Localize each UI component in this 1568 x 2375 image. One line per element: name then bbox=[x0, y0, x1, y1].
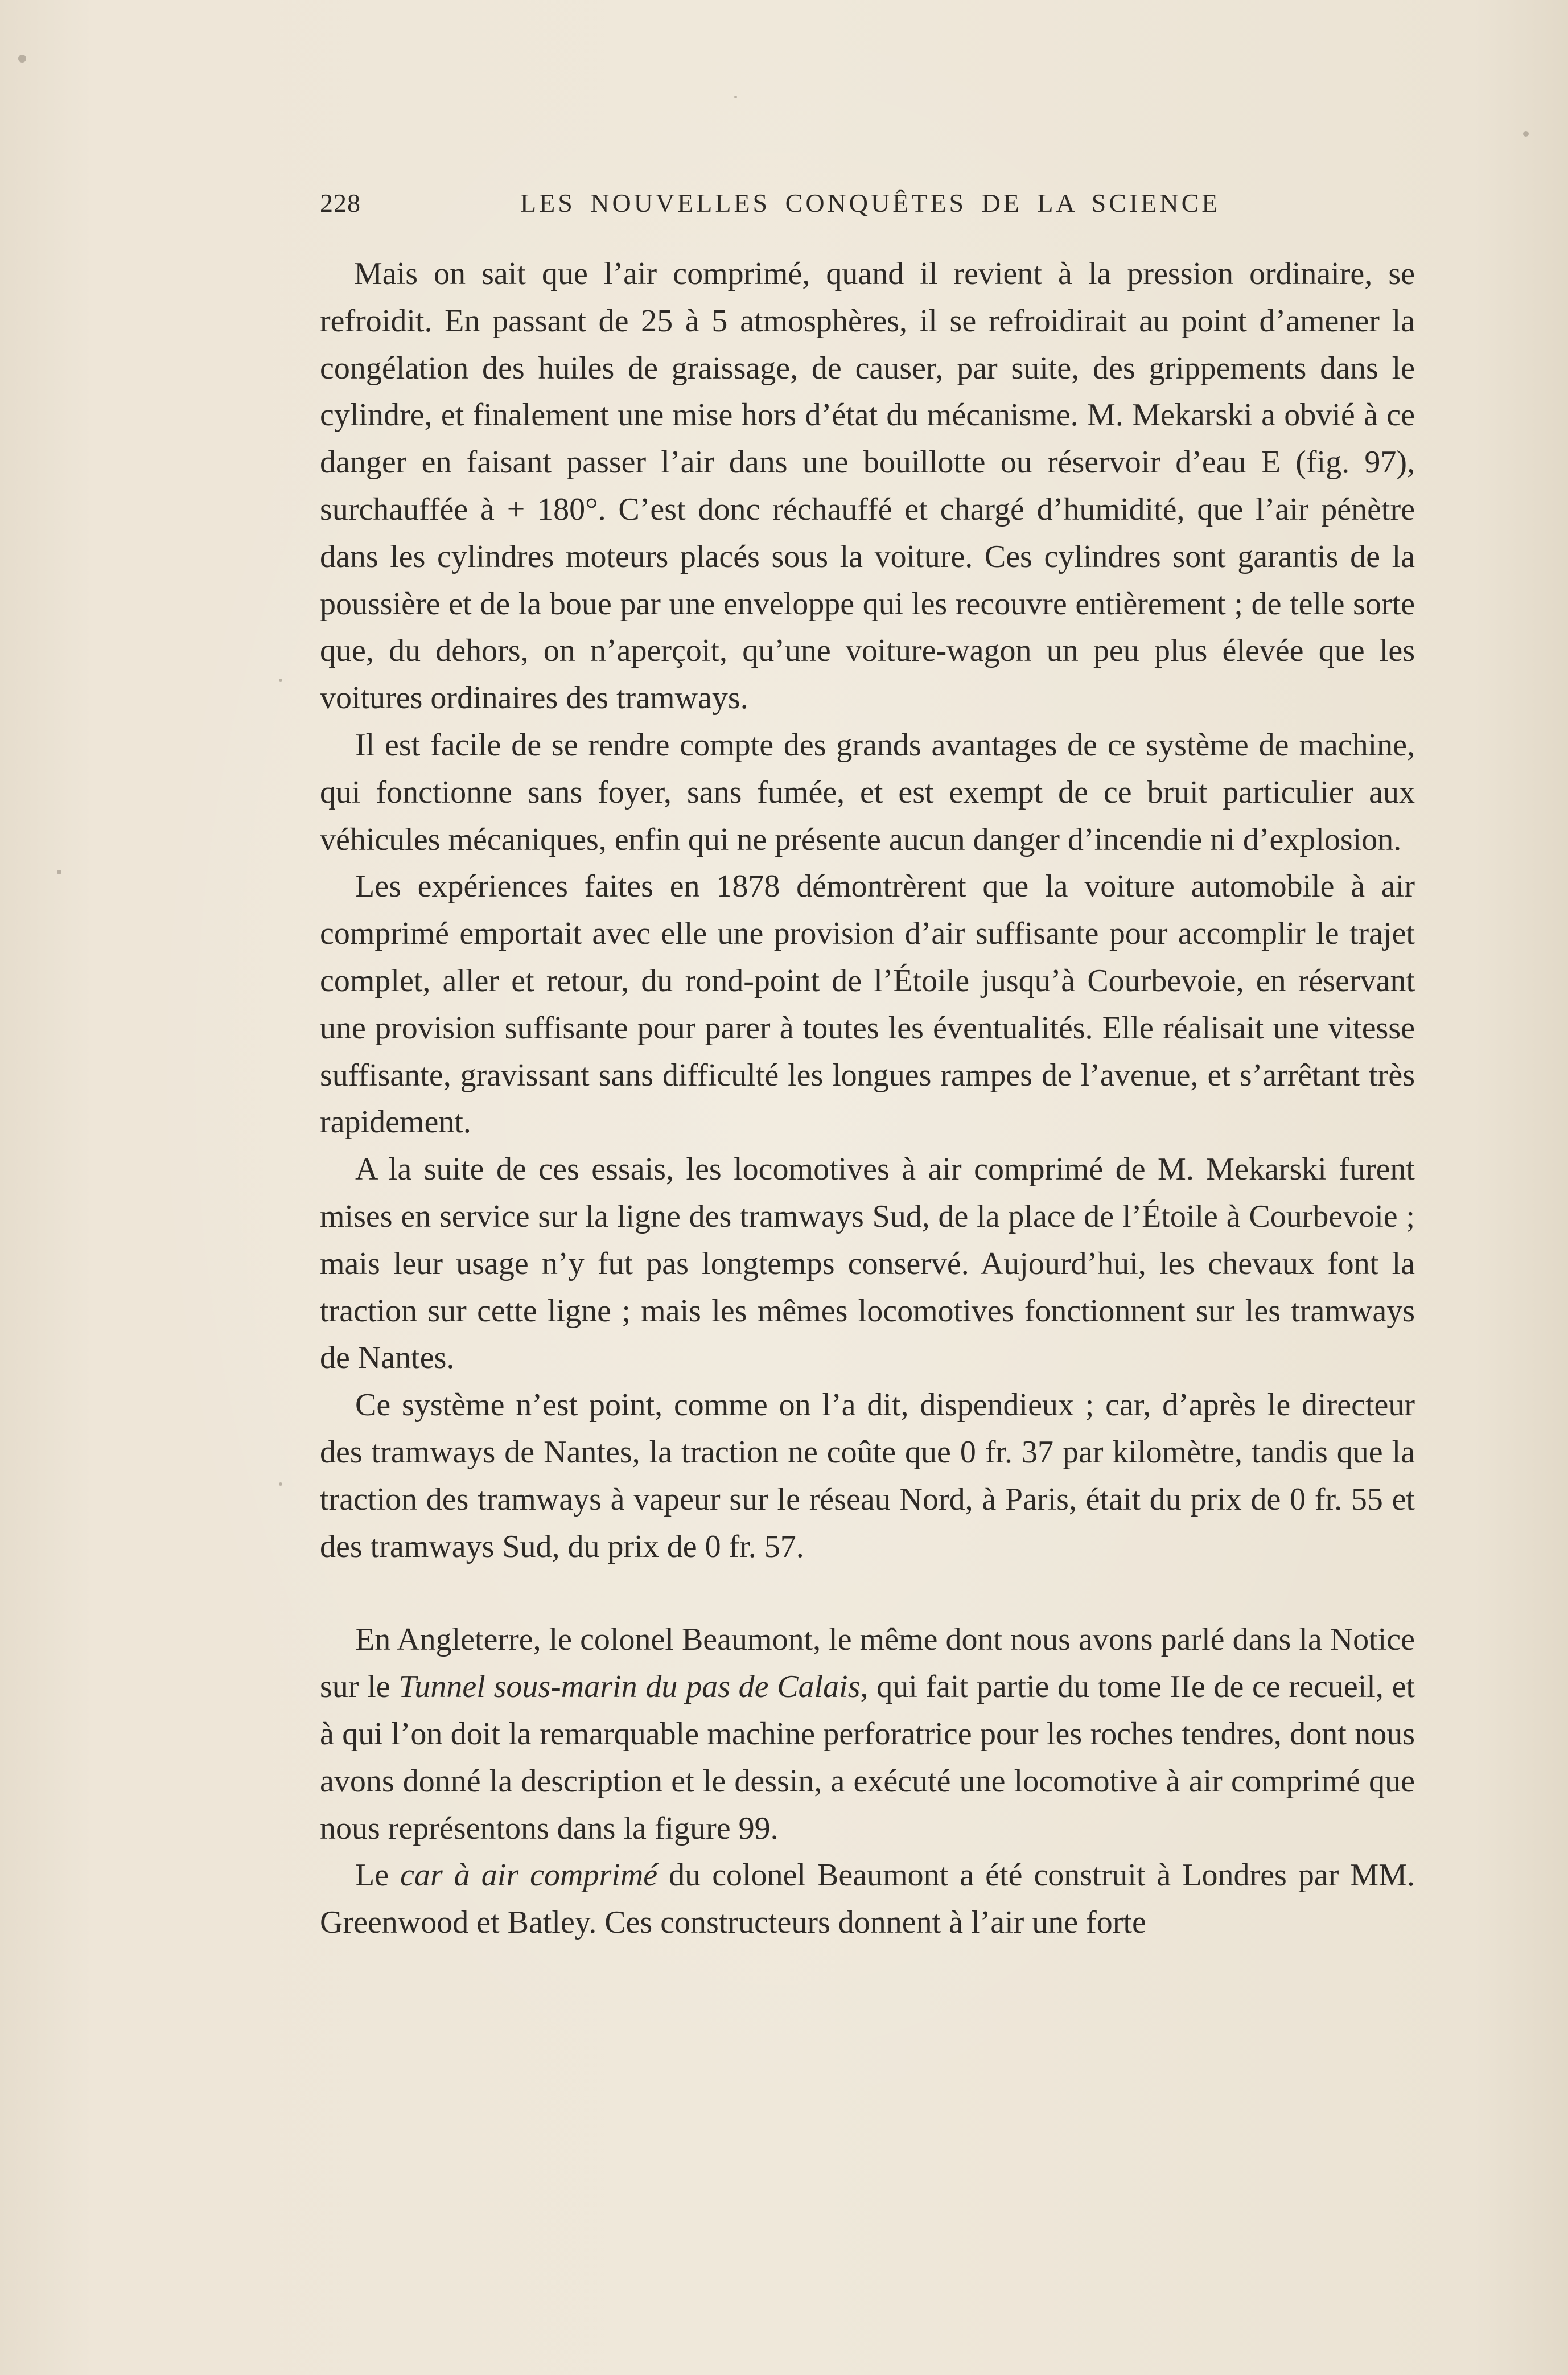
car-title: car à air comprimé bbox=[400, 1858, 658, 1893]
paper-speck bbox=[57, 870, 61, 874]
section-gap bbox=[320, 1570, 1415, 1616]
paper-speck bbox=[18, 55, 26, 63]
car-text-a: Le bbox=[355, 1858, 401, 1893]
paper-speck bbox=[734, 96, 737, 98]
paragraph-car-air-comprime bbox=[320, 1852, 1415, 1946]
paragraph-experiences-1878: Les expériences faites en 1878 démontrèrent que la voiture automobile à air comprimé emportait avec elle une provision d’air suffisante pour accomplir le trajet complet, aller et retour, du rond-point de l’Étoile jusqu’à Courbevoie, en réservant une provision suffisante pour parer à toutes les éventualités. Elle réalisait une vitesse suffisante, gravissant sans difficulté les longues rampes de l’avenue, et s’arrêtant très rapidement. bbox=[320, 869, 1415, 1140]
paper-speck bbox=[279, 679, 282, 682]
beaumont-text-a: En Angleterre, le colonel Beaumont, le même dont nous avons parlé dans la Notice sur le bbox=[320, 1622, 1415, 1705]
paper-speck bbox=[279, 1482, 282, 1486]
paragraph-cout-traction: Ce système n’est point, comme on l’a dit, dispendieux ; car, d’après le directeur des tramways de Nantes, la traction ne coûte que 0 fr. 37 par kilomètre, tandis que la traction des tramways à vapeur sur le réseau Nord, à Paris, était du prix de 0 fr. 55 et des tramways Sud, du prix de 0 fr. 57. bbox=[320, 1387, 1415, 1564]
page-header bbox=[320, 188, 1415, 228]
car-text-b: du colonel Beaumont a été construit à Londres par MM. Greenwood et Batley. Ces constructeurs donnent à l’air une forte bbox=[320, 1858, 1415, 1941]
beaumont-text-b: , qui fait partie du tome IIe de ce recueil, et à qui l’on doit la remarquable machine perforatrice pour les roches tendres, dont nous avons donné la description et le dessin, a exécuté une locomotive à air comprimé que nous représentons dans la figure 99. bbox=[320, 1669, 1415, 1846]
page-number: 228 bbox=[320, 188, 361, 217]
running-title: LES NOUVELLES CONQUÊTES DE LA SCIENCE bbox=[520, 188, 1221, 217]
paragraph-mise-en-service: A la suite de ces essais, les locomotives à air comprimé de M. Mekarski furent mises en service sur la ligne des tramways Sud, de la place de l’Étoile à Courbevoie ; mais leur usage n’y fut pas longtemps conservé. Aujourd’hui, les chevaux font la traction sur cette ligne ; mais les mêmes locomotives fonctionnent sur les tramways de Nantes. bbox=[320, 1152, 1415, 1376]
tunnel-title: Tunnel sous-marin du pas de Calais bbox=[398, 1669, 861, 1705]
body-text bbox=[320, 250, 1415, 1946]
paper-speck bbox=[1523, 131, 1529, 137]
paragraph-avantages: Il est facile de se rendre compte des grands avantages de ce système de machine, qui fonctionne sans foyer, sans fumée, et est exempt de ce bruit particulier aux véhicules mécaniques, enfin qui ne présente aucun danger d’incendie ni d’explosion. bbox=[320, 727, 1415, 857]
paragraph-air-refroidissement: Mais on sait que l’air comprimé, quand il revient à la pression ordinaire, se refroidit. En passant de 25 à 5 atmosphères, il se refroidirait au point d’amener la congélation des huiles de graissage, de causer, par suite, des grippements dans le cylindre, et finalement une mise hors d’état du mécanisme. M. Mekarski a obvié à ce danger en faisant passer l’air dans une bouillotte ou réservoir d’eau E (fig. 97), surchauffée à + 180°. C’est donc réchauffé et chargé d’humidité, que l’air pénètre dans les cylindres moteurs placés sous la voiture. Ces cylindres sont garantis de la poussière et de la boue par une enveloppe qui les recouvre entièrement ; de telle sorte que, du dehors, on n’aperçoit, qu’une voiture-wagon un peu plus élevée que les voitures ordinaires des tramways. bbox=[320, 256, 1415, 716]
paragraph-beaumont bbox=[320, 1616, 1415, 1852]
